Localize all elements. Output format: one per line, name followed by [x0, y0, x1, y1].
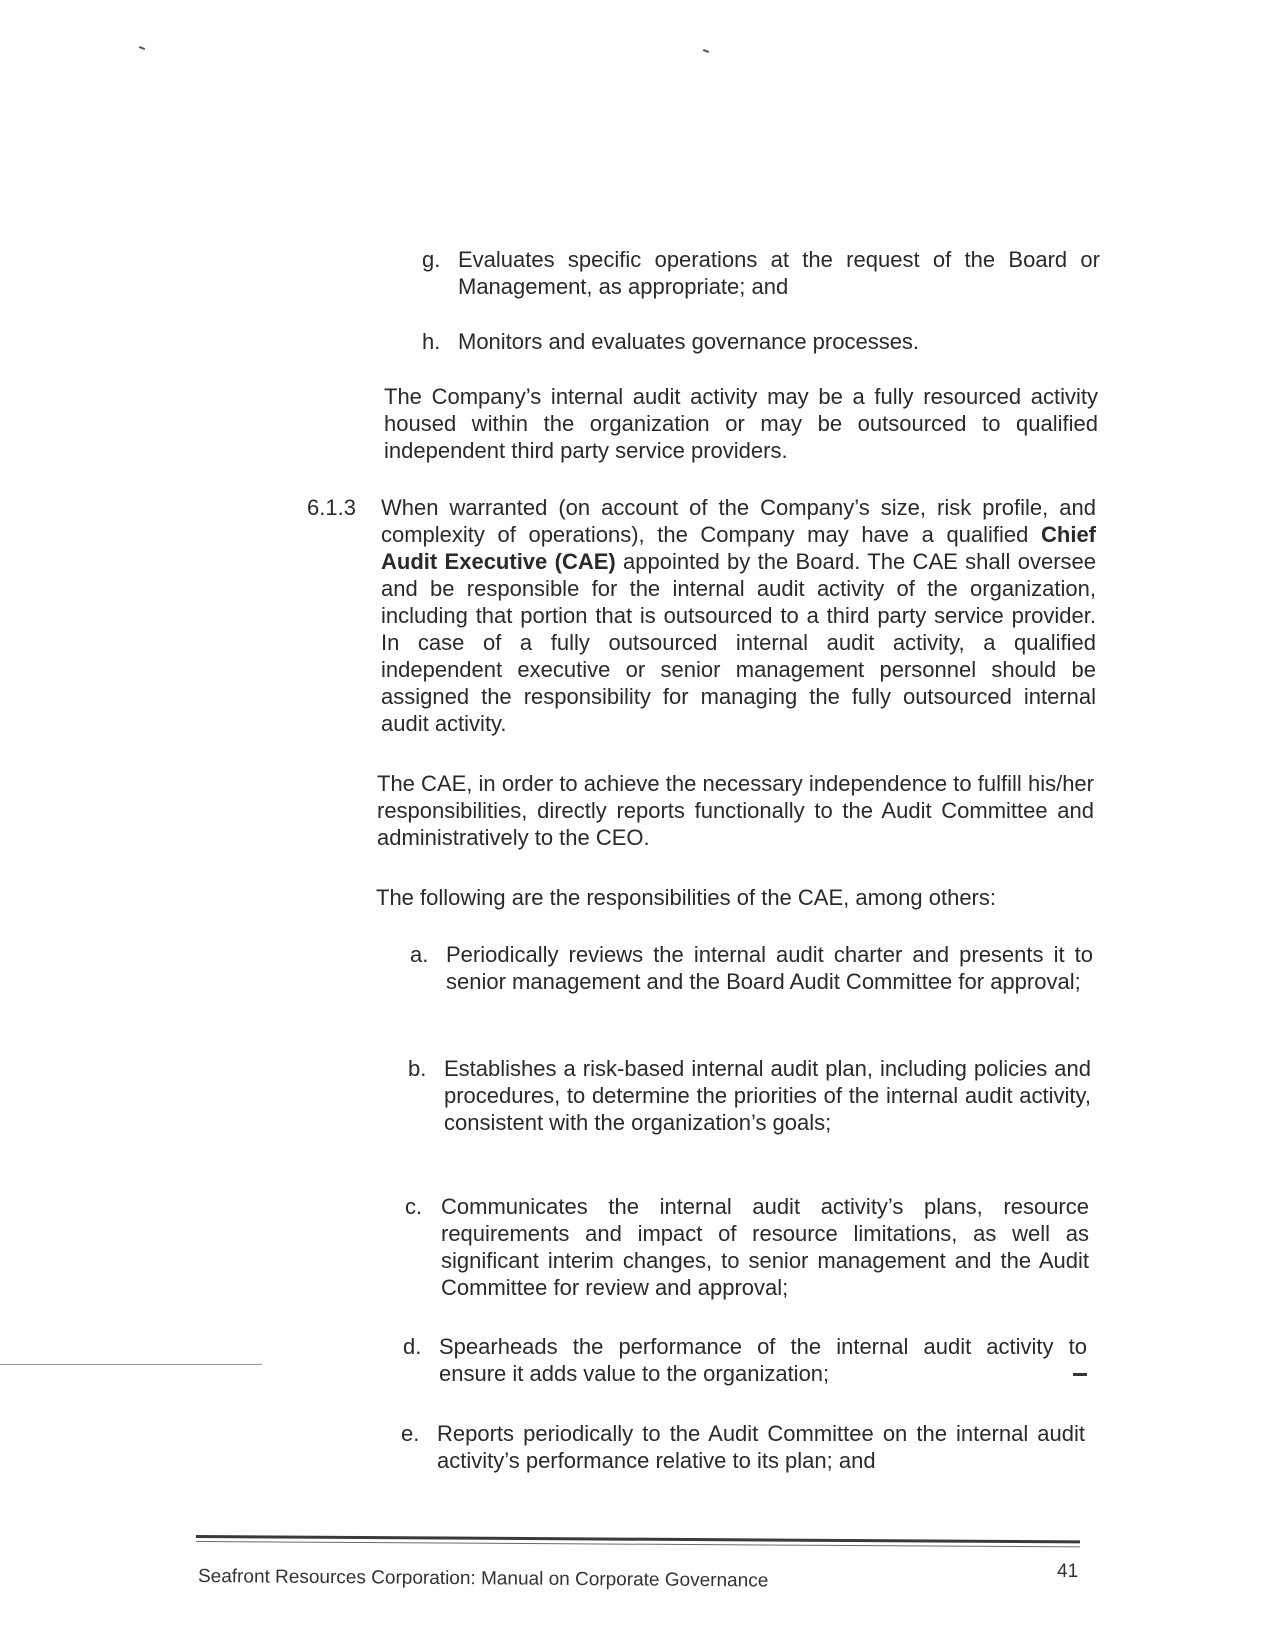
scan-line	[0, 1364, 262, 1365]
scan-speck	[703, 49, 709, 53]
list-marker: a.	[410, 942, 429, 967]
cae-item-a	[410, 941, 1093, 995]
list-marker: g.	[422, 247, 441, 272]
list-item-text: Spearheads the performance of the internal audit activity to ensure it adds value to the organization;	[439, 1334, 1087, 1386]
cae-item-b	[408, 1055, 1091, 1136]
page-number: 41	[1057, 1561, 1079, 1582]
footer-title: Seafront Resources Corporation: Manual on Corporate Governance	[197, 1566, 769, 1592]
cae-item-c	[405, 1193, 1089, 1301]
paragraph-independence: The CAE, in order to achieve the necessary independence to fulfill his/her responsibilities, directly reports functionally to the Audit Committee and administratively to the CEO.	[377, 771, 1094, 850]
paragraph-following: The following are the responsibilities of the CAE, among others:	[376, 885, 996, 910]
section-613-paragraph	[381, 494, 1096, 737]
section-613-text-before: When warranted (on account of the Company’s size, risk profile, and complexity of operations), the Company may have a qualified	[381, 495, 1096, 547]
scan-mark	[1073, 1373, 1087, 1376]
list-item-text: Establishes a risk-based internal audit plan, including policies and procedures, to determine the priorities of the internal audit activity, consistent with the organization’s goals;	[444, 1056, 1091, 1135]
list-marker: c.	[405, 1194, 423, 1219]
list-item-text: Reports periodically to the Audit Committee on the internal audit activity’s performance relative to its plan; and	[437, 1421, 1085, 1473]
list-item-text: Monitors and evaluates governance processes.	[458, 329, 920, 354]
list-marker: b.	[408, 1056, 427, 1081]
list-item-g	[422, 246, 1100, 300]
section-number: 6.1.3	[307, 495, 356, 520]
section-613-text-after: appointed by the Board. The CAE shall oversee and be responsible for the internal audit activity of the organization, including that portion that is outsourced to a third party service provider. In case of a fully outsourced internal audit activity, a qualified independent executive or senior management personnel should be assigned the responsibility for managing the fully outsourced internal audit activity.	[381, 549, 1096, 736]
list-item-text: Evaluates specific operations at the request of the Board or Management, as appropriate; and	[458, 247, 1100, 299]
list-marker: e.	[401, 1421, 420, 1446]
list-item-h	[422, 328, 1100, 355]
section-613-bold-term: Chief Audit Executive (CAE)	[381, 522, 1096, 574]
paragraph-outsourced: The Company’s internal audit activity may be a fully resourced activity housed within the organization or may be outsourced to qualified independent third party service providers.	[384, 384, 1098, 463]
list-marker: d.	[403, 1334, 422, 1359]
list-item-text: Periodically reviews the internal audit charter and presents it to senior management and the Board Audit Committee for approval;	[446, 942, 1093, 994]
list-marker: h.	[422, 329, 441, 354]
scan-speck	[139, 46, 145, 50]
list-item-text: Communicates the internal audit activity’s plans, resource requirements and impact of resource limitations, as well as significant interim changes, to senior management and the Audit Committee for review and approval;	[441, 1194, 1089, 1300]
cae-item-d	[403, 1333, 1087, 1387]
cae-item-e	[401, 1420, 1085, 1474]
